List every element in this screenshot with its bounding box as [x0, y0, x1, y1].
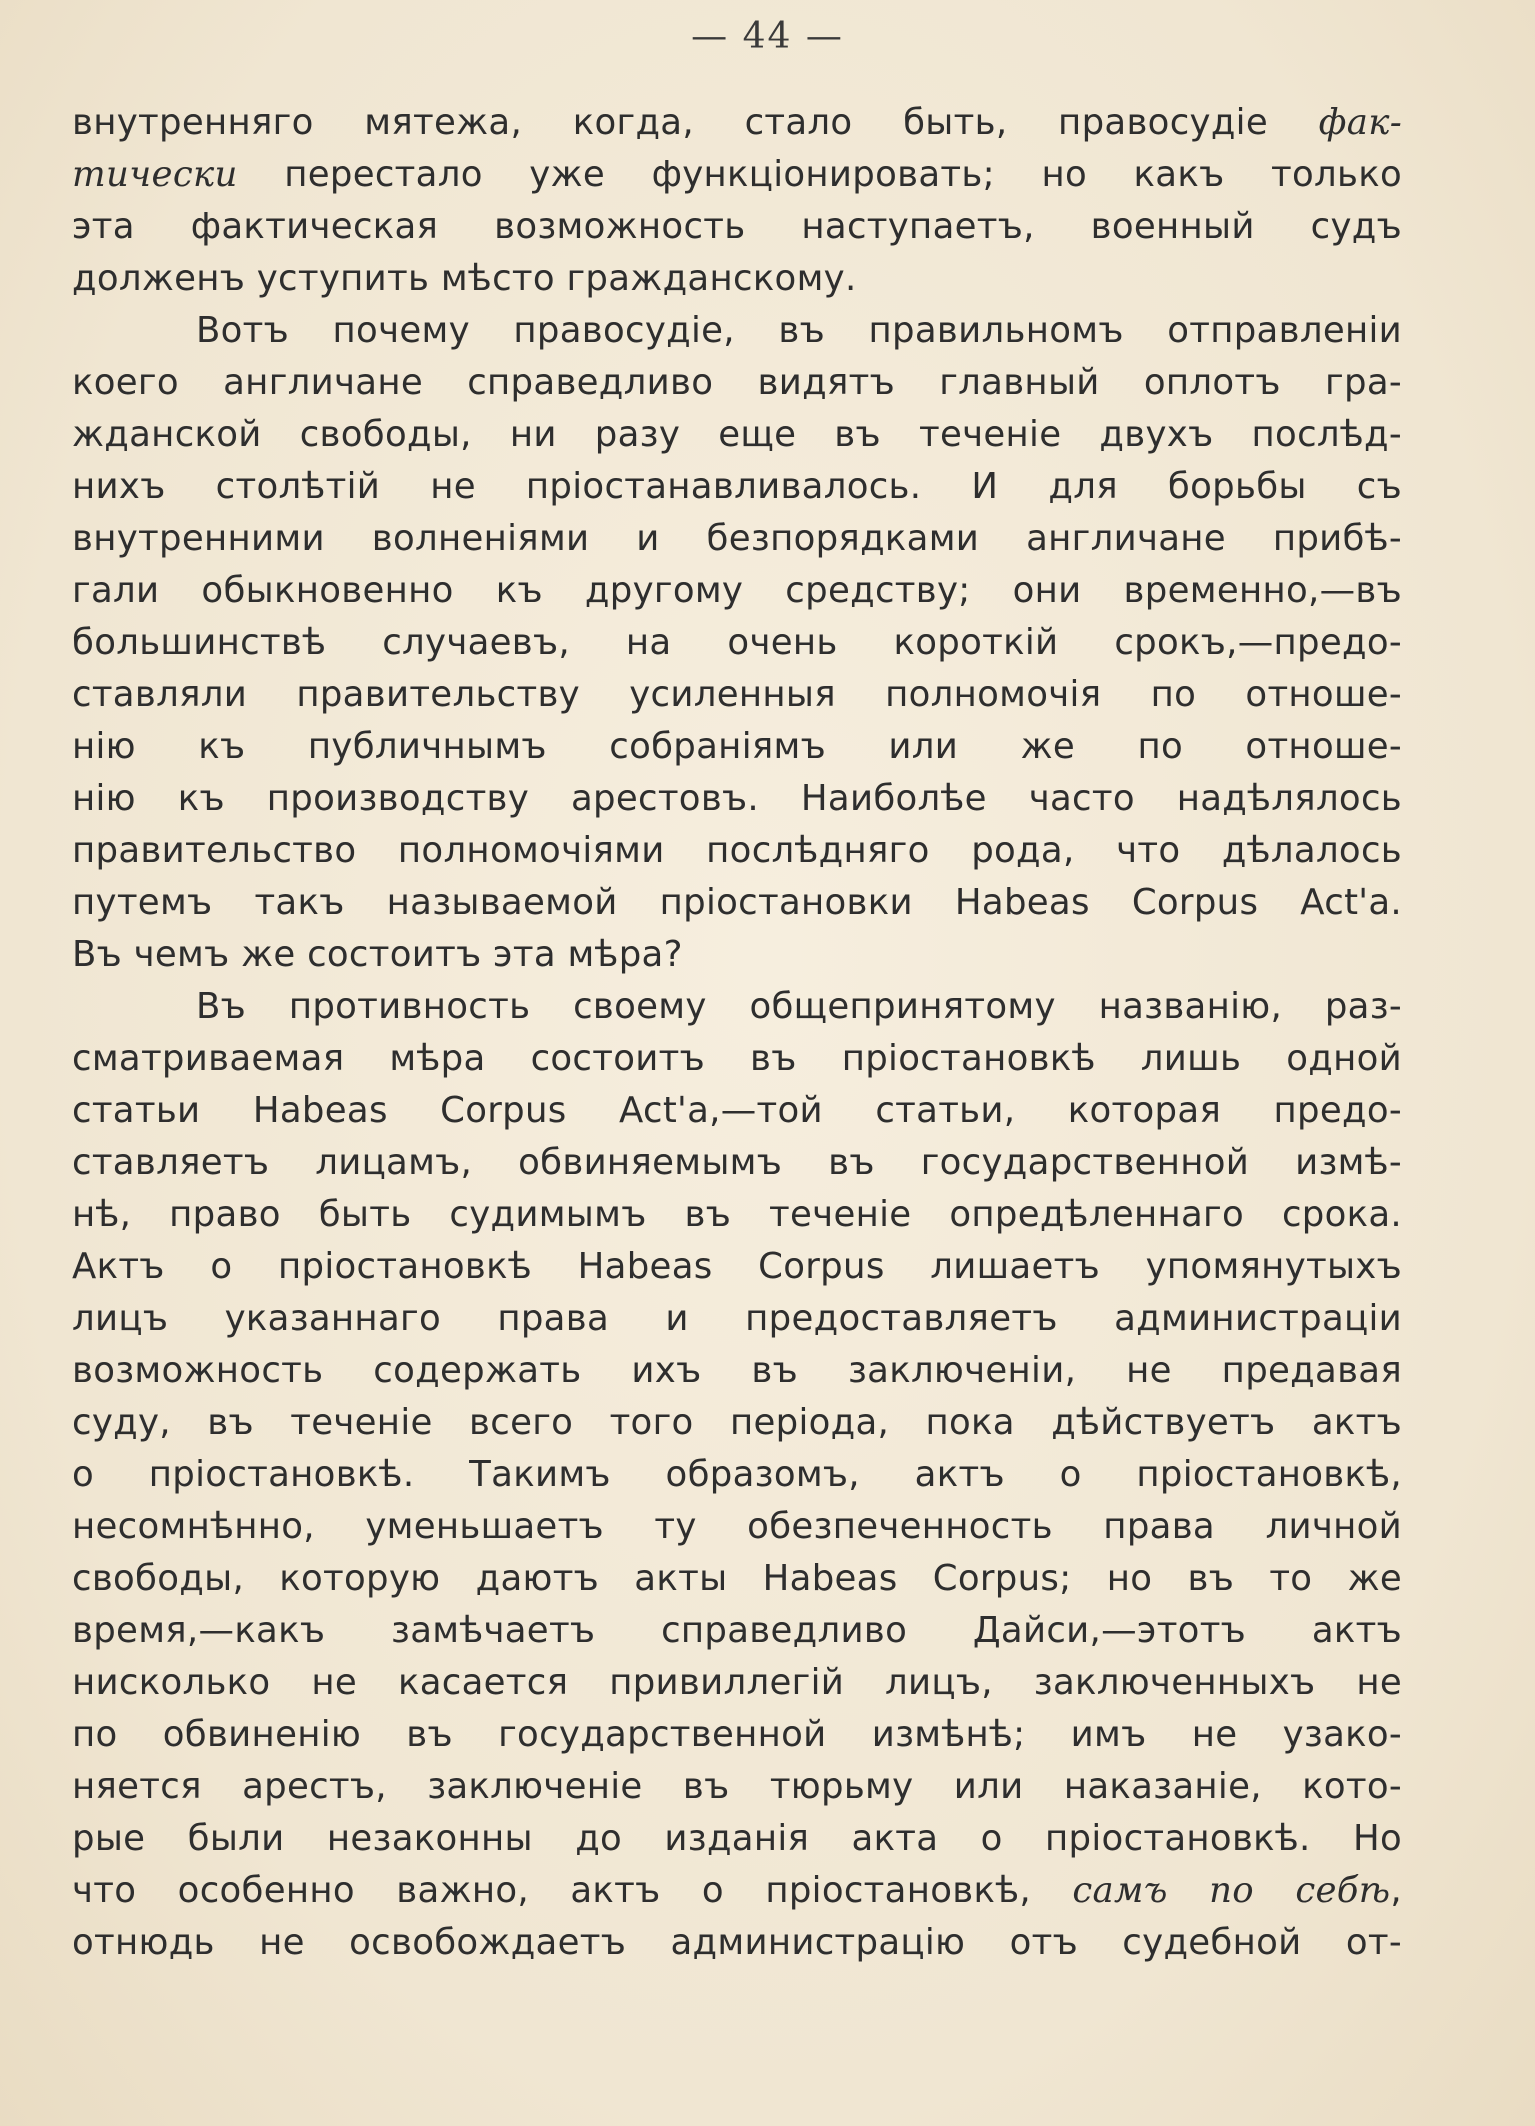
text-line-17: Въ чемъ же состоитъ эта мѣра? [72, 934, 683, 975]
text-line-10: гали обыкновенно къ другому средству; они временно,—въ [72, 570, 1402, 611]
text-line-31: нисколько не касается привиллегій лицъ, заключенныхъ не [72, 1662, 1402, 1703]
text-line-3: эта фактическая возможность наступаетъ, военный судъ [72, 206, 1402, 247]
text-line-26: суду, въ теченіе всего того періода, пока дѣйствуетъ актъ [72, 1402, 1402, 1443]
line-2-text: перестало уже функціонировать; но какъ только [237, 154, 1402, 195]
page-number: — 44 — [691, 16, 844, 57]
text-line-18: Въ противность своему общепринятому названію, раз- [196, 986, 1402, 1027]
text-line-8: нихъ столѣтій не пріостанавливалось. И для борьбы съ [72, 466, 1402, 507]
text-line-11: большинствѣ случаевъ, на очень короткій срокъ,—предо- [72, 622, 1402, 663]
text-line-7: жданской свободы, ни разу еще въ теченіе двухъ послѣд- [72, 414, 1402, 455]
text-line-36: отнюдь не освобождаетъ администрацію отъ судебной от- [72, 1922, 1402, 1963]
text-line-14: нію къ производству арестовъ. Наиболѣе часто надѣлялось [72, 778, 1402, 819]
text-line-23: Актъ о пріостановкѣ Habeas Corpus лишаетъ упомянутыхъ [72, 1246, 1402, 1287]
line-35-text: что особенно важно, актъ о пріостановкѣ, [72, 1870, 1073, 1911]
text-line-5: Вотъ почему правосудіе, въ правильномъ отправленіи [196, 310, 1402, 351]
text-line-33: няется арестъ, заключеніе въ тюрьму или наказаніе, кото- [72, 1766, 1402, 1807]
text-line-19: сматриваемая мѣра состоитъ въ пріостановкѣ лишь одной [72, 1038, 1402, 1079]
text-line-24: лицъ указаннаго права и предоставляетъ администраціи [72, 1298, 1402, 1339]
text-line-21: ставляетъ лицамъ, обвиняемымъ въ государственной измѣ- [72, 1142, 1402, 1183]
text-line-6: коего англичане справедливо видятъ главный оплотъ гра- [72, 362, 1402, 403]
line-1-text: внутренняго мятежа, когда, стало быть, правосудіе [72, 102, 1319, 143]
text-line-1 [72, 97, 1402, 149]
line-35-tail: , [1390, 1870, 1402, 1911]
text-line-27: о пріостановкѣ. Такимъ образомъ, актъ о пріостановкѣ, [72, 1454, 1402, 1495]
line-2-italic: тически [72, 154, 238, 195]
text-line-20: статьи Habeas Corpus Act'a,—той статьи, которая предо- [72, 1090, 1402, 1131]
line-35-italic: самъ по себѣ [1072, 1870, 1391, 1911]
text-line-15: правительство полномочіями послѣдняго рода, что дѣлалось [72, 830, 1402, 871]
text-line-13: нію къ публичнымъ собраніямъ или же по отноше- [72, 726, 1402, 767]
text-line-34: рые были незаконны до изданія акта о пріостановкѣ. Но [72, 1818, 1402, 1859]
text-line-25: возможность содержать ихъ въ заключеніи, не предавая [72, 1350, 1402, 1391]
text-line-22: нѣ, право быть судимымъ въ теченіе опредѣленнаго срока. [72, 1194, 1402, 1235]
text-line-35 [72, 1865, 1402, 1917]
text-line-4: долженъ уступить мѣсто гражданскому. [72, 258, 857, 299]
text-line-30: время,—какъ замѣчаетъ справедливо Дайси,—этотъ актъ [72, 1610, 1402, 1651]
text-line-29: свободы, которую даютъ акты Habeas Corpus; но въ то же [72, 1558, 1402, 1599]
text-line-16: путемъ такъ называемой пріостановки Habeas Corpus Act'a. [72, 882, 1402, 923]
text-line-9: внутренними волненіями и безпорядками англичане прибѣ- [72, 518, 1402, 559]
text-line-32: по обвиненію въ государственной измѣнѣ; имъ не узако- [72, 1714, 1402, 1755]
line-1-italic: фак- [1318, 102, 1402, 143]
text-line-28: несомнѣнно, уменьшаетъ ту обезпеченность права личной [72, 1506, 1402, 1547]
text-line-12: ставляли правительству усиленныя полномочія по отноше- [72, 674, 1402, 715]
text-line-2 [72, 149, 1402, 201]
